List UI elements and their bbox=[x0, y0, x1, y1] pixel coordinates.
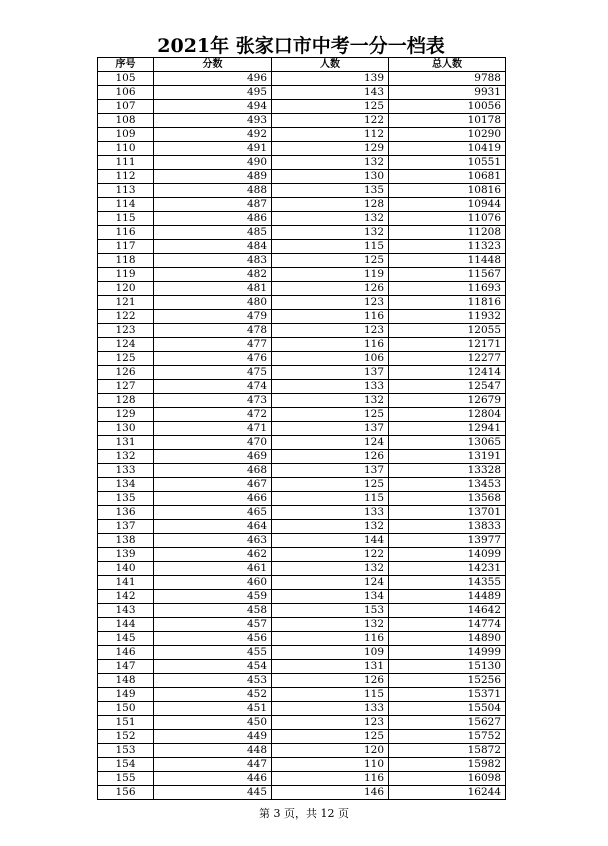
table-row bbox=[98, 128, 506, 142]
cell-count: 109 bbox=[272, 646, 389, 660]
cell-count: 133 bbox=[272, 506, 389, 520]
table-row bbox=[98, 114, 506, 128]
cell-seq: 119 bbox=[98, 268, 154, 282]
cell-seq: 134 bbox=[98, 478, 154, 492]
cell-seq: 133 bbox=[98, 464, 154, 478]
cell-count: 124 bbox=[272, 436, 389, 450]
cell-count: 106 bbox=[272, 352, 389, 366]
cell-seq: 110 bbox=[98, 142, 154, 156]
cell-seq: 149 bbox=[98, 688, 154, 702]
cell-score: 447 bbox=[154, 758, 272, 772]
cell-count: 123 bbox=[272, 716, 389, 730]
page-title: 2021年 张家口市中考一分一档表 bbox=[157, 35, 445, 57]
cell-count: 116 bbox=[272, 632, 389, 646]
cell-score: 458 bbox=[154, 604, 272, 618]
cell-total: 14642 bbox=[389, 604, 506, 618]
table-row bbox=[98, 310, 506, 324]
cell-score: 489 bbox=[154, 170, 272, 184]
cell-total: 12547 bbox=[389, 380, 506, 394]
cell-score: 459 bbox=[154, 590, 272, 604]
table-row bbox=[98, 156, 506, 170]
cell-total: 13328 bbox=[389, 464, 506, 478]
cell-score: 495 bbox=[154, 86, 272, 100]
cell-count: 135 bbox=[272, 184, 389, 198]
cell-seq: 105 bbox=[98, 72, 154, 86]
table-row bbox=[98, 352, 506, 366]
page-footer: 第 3 页，共 12 页 bbox=[259, 807, 349, 820]
cell-total: 10816 bbox=[389, 184, 506, 198]
cell-total: 13833 bbox=[389, 520, 506, 534]
table-row bbox=[98, 198, 506, 212]
cell-score: 460 bbox=[154, 576, 272, 590]
table-row bbox=[98, 688, 506, 702]
table-row bbox=[98, 226, 506, 240]
cell-count: 123 bbox=[272, 324, 389, 338]
cell-count: 112 bbox=[272, 128, 389, 142]
table-row bbox=[98, 772, 506, 786]
cell-count: 132 bbox=[272, 212, 389, 226]
table-row bbox=[98, 492, 506, 506]
cell-total: 10290 bbox=[389, 128, 506, 142]
cell-seq: 143 bbox=[98, 604, 154, 618]
cell-count: 126 bbox=[272, 282, 389, 296]
cell-seq: 116 bbox=[98, 226, 154, 240]
cell-total: 10056 bbox=[389, 100, 506, 114]
cell-total: 14231 bbox=[389, 562, 506, 576]
cell-seq: 112 bbox=[98, 170, 154, 184]
cell-seq: 124 bbox=[98, 338, 154, 352]
cell-count: 129 bbox=[272, 142, 389, 156]
cell-seq: 156 bbox=[98, 786, 154, 800]
cell-count: 110 bbox=[272, 758, 389, 772]
table-row bbox=[98, 590, 506, 604]
cell-total: 16244 bbox=[389, 786, 506, 800]
table-row bbox=[98, 506, 506, 520]
cell-score: 461 bbox=[154, 562, 272, 576]
cell-score: 449 bbox=[154, 730, 272, 744]
cell-total: 15752 bbox=[389, 730, 506, 744]
table-row bbox=[98, 72, 506, 86]
cell-count: 132 bbox=[272, 520, 389, 534]
cell-count: 133 bbox=[272, 702, 389, 716]
cell-score: 484 bbox=[154, 240, 272, 254]
cell-total: 10178 bbox=[389, 114, 506, 128]
cell-seq: 135 bbox=[98, 492, 154, 506]
column-header-count: 人数 bbox=[272, 58, 389, 72]
cell-total: 15371 bbox=[389, 688, 506, 702]
cell-seq: 130 bbox=[98, 422, 154, 436]
cell-seq: 117 bbox=[98, 240, 154, 254]
cell-score: 473 bbox=[154, 394, 272, 408]
cell-total: 14774 bbox=[389, 618, 506, 632]
cell-seq: 138 bbox=[98, 534, 154, 548]
cell-score: 493 bbox=[154, 114, 272, 128]
cell-score: 463 bbox=[154, 534, 272, 548]
cell-score: 472 bbox=[154, 408, 272, 422]
cell-count: 137 bbox=[272, 464, 389, 478]
cell-total: 13701 bbox=[389, 506, 506, 520]
table-row bbox=[98, 422, 506, 436]
cell-seq: 144 bbox=[98, 618, 154, 632]
cell-total: 13568 bbox=[389, 492, 506, 506]
cell-total: 15256 bbox=[389, 674, 506, 688]
cell-count: 116 bbox=[272, 310, 389, 324]
table-row bbox=[98, 660, 506, 674]
cell-count: 115 bbox=[272, 492, 389, 506]
cell-score: 474 bbox=[154, 380, 272, 394]
table-row bbox=[98, 86, 506, 100]
table-row bbox=[98, 142, 506, 156]
table-row bbox=[98, 170, 506, 184]
cell-seq: 129 bbox=[98, 408, 154, 422]
column-header-seq: 序号 bbox=[98, 58, 154, 72]
cell-total: 12804 bbox=[389, 408, 506, 422]
table-row bbox=[98, 436, 506, 450]
cell-count: 116 bbox=[272, 772, 389, 786]
table-row bbox=[98, 674, 506, 688]
cell-seq: 127 bbox=[98, 380, 154, 394]
cell-total: 14890 bbox=[389, 632, 506, 646]
cell-total: 12679 bbox=[389, 394, 506, 408]
cell-score: 456 bbox=[154, 632, 272, 646]
cell-score: 496 bbox=[154, 72, 272, 86]
cell-total: 12941 bbox=[389, 422, 506, 436]
cell-total: 11932 bbox=[389, 310, 506, 324]
cell-count: 132 bbox=[272, 394, 389, 408]
cell-seq: 132 bbox=[98, 450, 154, 464]
cell-score: 451 bbox=[154, 702, 272, 716]
table-row bbox=[98, 730, 506, 744]
table-row bbox=[98, 562, 506, 576]
table-row bbox=[98, 744, 506, 758]
cell-seq: 152 bbox=[98, 730, 154, 744]
cell-count: 125 bbox=[272, 730, 389, 744]
cell-count: 132 bbox=[272, 618, 389, 632]
cell-seq: 150 bbox=[98, 702, 154, 716]
cell-score: 453 bbox=[154, 674, 272, 688]
cell-total: 14355 bbox=[389, 576, 506, 590]
table-row bbox=[98, 604, 506, 618]
cell-score: 485 bbox=[154, 226, 272, 240]
cell-score: 446 bbox=[154, 772, 272, 786]
table-row bbox=[98, 618, 506, 632]
cell-total: 11816 bbox=[389, 296, 506, 310]
cell-score: 494 bbox=[154, 100, 272, 114]
cell-seq: 148 bbox=[98, 674, 154, 688]
cell-score: 490 bbox=[154, 156, 272, 170]
table-row bbox=[98, 380, 506, 394]
cell-count: 124 bbox=[272, 576, 389, 590]
cell-count: 146 bbox=[272, 786, 389, 800]
cell-total: 14999 bbox=[389, 646, 506, 660]
cell-seq: 141 bbox=[98, 576, 154, 590]
cell-total: 13065 bbox=[389, 436, 506, 450]
cell-score: 475 bbox=[154, 366, 272, 380]
cell-seq: 118 bbox=[98, 254, 154, 268]
column-header-total: 总人数 bbox=[389, 58, 506, 72]
cell-seq: 122 bbox=[98, 310, 154, 324]
table-row bbox=[98, 282, 506, 296]
cell-seq: 154 bbox=[98, 758, 154, 772]
cell-count: 133 bbox=[272, 380, 389, 394]
cell-seq: 120 bbox=[98, 282, 154, 296]
cell-seq: 136 bbox=[98, 506, 154, 520]
cell-score: 445 bbox=[154, 786, 272, 800]
cell-score: 481 bbox=[154, 282, 272, 296]
cell-count: 122 bbox=[272, 548, 389, 562]
cell-seq: 125 bbox=[98, 352, 154, 366]
table-row bbox=[98, 212, 506, 226]
cell-total: 15627 bbox=[389, 716, 506, 730]
table-row bbox=[98, 338, 506, 352]
cell-count: 143 bbox=[272, 86, 389, 100]
table-row bbox=[98, 632, 506, 646]
cell-score: 476 bbox=[154, 352, 272, 366]
cell-seq: 151 bbox=[98, 716, 154, 730]
cell-count: 119 bbox=[272, 268, 389, 282]
table-row bbox=[98, 576, 506, 590]
cell-seq: 142 bbox=[98, 590, 154, 604]
table-row bbox=[98, 394, 506, 408]
cell-score: 480 bbox=[154, 296, 272, 310]
cell-seq: 111 bbox=[98, 156, 154, 170]
cell-count: 126 bbox=[272, 674, 389, 688]
table-row bbox=[98, 716, 506, 730]
cell-seq: 109 bbox=[98, 128, 154, 142]
cell-seq: 137 bbox=[98, 520, 154, 534]
cell-score: 462 bbox=[154, 548, 272, 562]
cell-total: 9931 bbox=[389, 86, 506, 100]
cell-seq: 139 bbox=[98, 548, 154, 562]
cell-total: 14099 bbox=[389, 548, 506, 562]
cell-total: 11567 bbox=[389, 268, 506, 282]
cell-seq: 153 bbox=[98, 744, 154, 758]
cell-total: 15504 bbox=[389, 702, 506, 716]
cell-total: 9788 bbox=[389, 72, 506, 86]
cell-seq: 140 bbox=[98, 562, 154, 576]
table-row bbox=[98, 324, 506, 338]
cell-score: 482 bbox=[154, 268, 272, 282]
table-row bbox=[98, 548, 506, 562]
cell-score: 483 bbox=[154, 254, 272, 268]
cell-score: 454 bbox=[154, 660, 272, 674]
cell-total: 11448 bbox=[389, 254, 506, 268]
cell-total: 11693 bbox=[389, 282, 506, 296]
table-row bbox=[98, 366, 506, 380]
cell-count: 128 bbox=[272, 198, 389, 212]
cell-score: 492 bbox=[154, 128, 272, 142]
cell-score: 479 bbox=[154, 310, 272, 324]
cell-total: 11208 bbox=[389, 226, 506, 240]
cell-count: 115 bbox=[272, 688, 389, 702]
cell-seq: 114 bbox=[98, 198, 154, 212]
cell-total: 12055 bbox=[389, 324, 506, 338]
cell-seq: 155 bbox=[98, 772, 154, 786]
table-row bbox=[98, 758, 506, 772]
cell-seq: 121 bbox=[98, 296, 154, 310]
cell-score: 450 bbox=[154, 716, 272, 730]
score-distribution-table bbox=[97, 57, 506, 800]
cell-seq: 131 bbox=[98, 436, 154, 450]
cell-count: 125 bbox=[272, 408, 389, 422]
cell-count: 123 bbox=[272, 296, 389, 310]
cell-score: 466 bbox=[154, 492, 272, 506]
cell-score: 468 bbox=[154, 464, 272, 478]
cell-seq: 126 bbox=[98, 366, 154, 380]
cell-total: 10551 bbox=[389, 156, 506, 170]
cell-count: 116 bbox=[272, 338, 389, 352]
cell-total: 12277 bbox=[389, 352, 506, 366]
cell-count: 125 bbox=[272, 254, 389, 268]
table-row bbox=[98, 268, 506, 282]
cell-score: 488 bbox=[154, 184, 272, 198]
cell-score: 464 bbox=[154, 520, 272, 534]
table-row bbox=[98, 408, 506, 422]
cell-count: 125 bbox=[272, 100, 389, 114]
cell-total: 15130 bbox=[389, 660, 506, 674]
cell-total: 11076 bbox=[389, 212, 506, 226]
cell-count: 125 bbox=[272, 478, 389, 492]
cell-score: 486 bbox=[154, 212, 272, 226]
cell-seq: 147 bbox=[98, 660, 154, 674]
cell-score: 455 bbox=[154, 646, 272, 660]
cell-count: 122 bbox=[272, 114, 389, 128]
cell-score: 448 bbox=[154, 744, 272, 758]
cell-seq: 145 bbox=[98, 632, 154, 646]
cell-total: 10681 bbox=[389, 170, 506, 184]
cell-score: 478 bbox=[154, 324, 272, 338]
table-row bbox=[98, 646, 506, 660]
cell-count: 153 bbox=[272, 604, 389, 618]
table-row bbox=[98, 100, 506, 114]
cell-total: 16098 bbox=[389, 772, 506, 786]
cell-count: 130 bbox=[272, 170, 389, 184]
cell-count: 132 bbox=[272, 156, 389, 170]
cell-seq: 106 bbox=[98, 86, 154, 100]
cell-score: 471 bbox=[154, 422, 272, 436]
cell-seq: 113 bbox=[98, 184, 154, 198]
table-row bbox=[98, 240, 506, 254]
cell-score: 467 bbox=[154, 478, 272, 492]
cell-score: 469 bbox=[154, 450, 272, 464]
table-body bbox=[98, 72, 506, 800]
cell-count: 115 bbox=[272, 240, 389, 254]
cell-count: 139 bbox=[272, 72, 389, 86]
cell-total: 10944 bbox=[389, 198, 506, 212]
cell-seq: 107 bbox=[98, 100, 154, 114]
column-header-score: 分数 bbox=[154, 58, 272, 72]
cell-score: 491 bbox=[154, 142, 272, 156]
cell-score: 465 bbox=[154, 506, 272, 520]
table-row bbox=[98, 464, 506, 478]
cell-count: 134 bbox=[272, 590, 389, 604]
cell-total: 13453 bbox=[389, 478, 506, 492]
table-row bbox=[98, 702, 506, 716]
cell-total: 10419 bbox=[389, 142, 506, 156]
cell-seq: 123 bbox=[98, 324, 154, 338]
cell-seq: 146 bbox=[98, 646, 154, 660]
cell-count: 120 bbox=[272, 744, 389, 758]
table-row bbox=[98, 296, 506, 310]
cell-seq: 115 bbox=[98, 212, 154, 226]
cell-total: 13977 bbox=[389, 534, 506, 548]
cell-count: 131 bbox=[272, 660, 389, 674]
table-row bbox=[98, 534, 506, 548]
cell-count: 126 bbox=[272, 450, 389, 464]
cell-count: 132 bbox=[272, 562, 389, 576]
table-row bbox=[98, 478, 506, 492]
cell-total: 15982 bbox=[389, 758, 506, 772]
cell-total: 13191 bbox=[389, 450, 506, 464]
cell-total: 15872 bbox=[389, 744, 506, 758]
table-row bbox=[98, 184, 506, 198]
cell-count: 137 bbox=[272, 366, 389, 380]
table-row bbox=[98, 786, 506, 800]
cell-score: 477 bbox=[154, 338, 272, 352]
table-row bbox=[98, 450, 506, 464]
cell-seq: 128 bbox=[98, 394, 154, 408]
cell-score: 470 bbox=[154, 436, 272, 450]
cell-score: 457 bbox=[154, 618, 272, 632]
cell-total: 11323 bbox=[389, 240, 506, 254]
cell-total: 14489 bbox=[389, 590, 506, 604]
cell-total: 12171 bbox=[389, 338, 506, 352]
cell-count: 132 bbox=[272, 226, 389, 240]
cell-count: 137 bbox=[272, 422, 389, 436]
table-row bbox=[98, 520, 506, 534]
cell-total: 12414 bbox=[389, 366, 506, 380]
cell-score: 487 bbox=[154, 198, 272, 212]
cell-seq: 108 bbox=[98, 114, 154, 128]
table-row bbox=[98, 254, 506, 268]
table-header-row bbox=[98, 58, 506, 72]
cell-count: 144 bbox=[272, 534, 389, 548]
cell-score: 452 bbox=[154, 688, 272, 702]
